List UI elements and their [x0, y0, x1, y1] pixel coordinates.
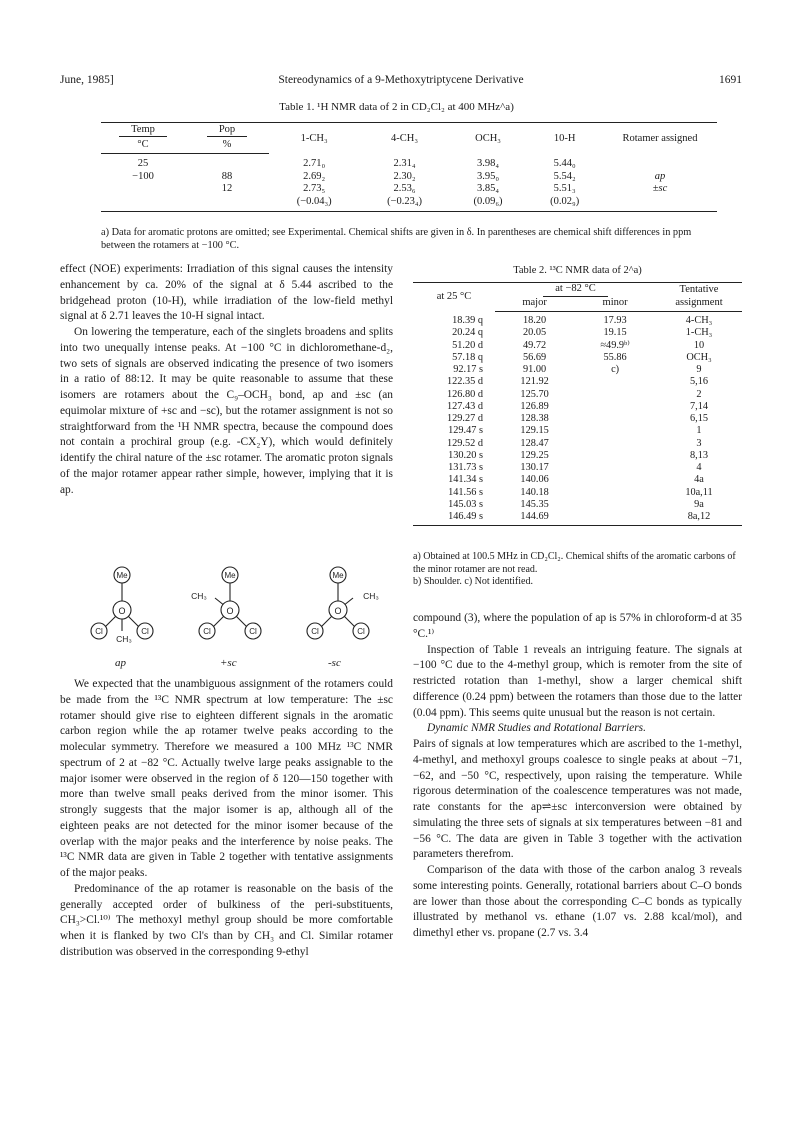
atom-me: Me	[224, 571, 236, 580]
t2-cell: 10	[693, 339, 705, 351]
t2-cell: 140.06	[520, 474, 549, 486]
t2-cell	[574, 511, 656, 526]
table2	[413, 282, 742, 526]
t2-cell: 10a,11	[685, 486, 713, 498]
t2-cell: 145.35	[520, 498, 549, 510]
paragraph: compound (3), where the population of ap is 57% in chloroform-d at 35 °C.¹⁾	[413, 612, 742, 640]
t2-cell	[574, 401, 656, 413]
t1-cell: ap	[654, 170, 666, 182]
t1-cell: 2.30₂	[393, 170, 416, 182]
table2-caption: Table 2. ¹³C NMR data of 2^a)	[513, 265, 642, 276]
t2-cell: 17.93	[603, 315, 627, 326]
t2-cell: 18.39 q	[452, 314, 483, 326]
newman-plus-sc	[191, 567, 261, 639]
t1-cell	[185, 196, 269, 212]
atom-ch3: CH₃	[116, 634, 132, 644]
t2-cell	[574, 438, 656, 450]
table-row	[101, 154, 717, 171]
t1-cell: 12	[221, 183, 233, 194]
t1-cell: 5.44₀	[553, 157, 576, 169]
t2-cell: 7,14	[689, 400, 709, 412]
table-row	[413, 438, 742, 450]
t2-cell: 4a	[694, 474, 704, 486]
t1-head-pop: Pop	[207, 124, 247, 137]
atom-cl: Cl	[95, 627, 103, 636]
t2-cell: 8a,12	[687, 511, 711, 522]
t2-note-a: a) Obtained at 100.5 MHz in CD₂Cl₂. Chemical shifts of the aromatic carbons of the minor rotamer are not read.	[413, 551, 736, 575]
table1-caption: Table 1. ¹H NMR data of 2 in CD₂Cl₂ at 400 MHz^a)	[279, 101, 514, 113]
table-row	[413, 474, 742, 486]
t2-cell: 129.52 d	[446, 437, 483, 449]
atom-me: Me	[332, 571, 344, 580]
paragraph: Predominance of the ap rotamer is reasonable on the basis of the generally accepted order of bulkiness of the peri-substituents, CH₃>Cl.¹⁰⁾ The methoxyl methyl group should be more comfortable when it is flanked by two Cl's than by CH₃ and Cl. Similar rotamer distribution was observed in the corresponding 9-ethyl	[60, 882, 393, 958]
t1-cell: 3.85₄	[477, 183, 500, 194]
t1-head-pop-unit: %	[185, 138, 269, 154]
rotamer-figure	[60, 565, 393, 675]
t1-cell	[603, 154, 717, 171]
table-row	[101, 183, 717, 196]
t2-cell: 20.05	[523, 327, 547, 339]
t2-cell: 5,16	[689, 376, 709, 388]
t1-cell: 2.73₅	[303, 183, 326, 194]
t1-cell: 25	[137, 158, 149, 169]
table-row	[413, 364, 742, 376]
label-plus-sc: +sc	[220, 657, 237, 669]
table-row	[413, 312, 742, 328]
t2-cell: 131.73 s	[448, 462, 483, 473]
t1-cell: 5.51₃	[553, 183, 576, 194]
t2-cell: 129.27 d	[446, 413, 483, 424]
t1-head-1ch3: 1-CH₃	[300, 132, 328, 144]
t2-cell: 4	[696, 462, 702, 473]
table-row	[413, 413, 742, 425]
atom-cl: Cl	[311, 627, 319, 636]
t2-cell: 56.69	[523, 351, 547, 363]
t2-cell: 9	[696, 364, 702, 375]
table-row	[101, 196, 717, 212]
t2-cell: 126.89	[520, 400, 549, 412]
running-title: Stereodynamics of a 9-Methoxytriptycene Derivative	[278, 74, 524, 86]
t2-cell: 1	[696, 425, 702, 437]
running-head	[60, 74, 742, 90]
t1-cell: 2.53₆	[393, 183, 416, 194]
paragraph: We expected that the unambiguous assignment of the rotamers could be made from the ¹³C NMR spectrum at low temperature: The ±sc rotamer should give rise to eighteen different signals in the aromatic carbon region while the ap rotamer twelve peaks according to the molecular symmetry. Therefore we measured a 100 MHz ¹³C NMR spectrum of 2 at −82 °C. Actually twelve large peaks assignable to the major isomer were observed in the region of δ 120—150 together with more than twelve small peaks derived from the minor isomer. This strongly suggests that the major isomer is ap, although all of the eighteen peaks are not detected for the minor isomer because of the overlap with the major peaks and the interference by noise peaks. The ¹³C NMR data are given in Table 2 together with tentative assignments of the major peaks.	[60, 678, 393, 879]
table-row	[413, 450, 742, 462]
t2-cell: 130.17	[520, 462, 549, 473]
paragraph: effect (NOE) experiments: Irradiation of this signal causes the intensity enhancement by ca. 20% of the signal at δ 5.44 ascribed to the bridgehead proton (10-H), while irradiation of the low-field methyl signal at δ 2.71 leaves the 10-H signal intact.	[60, 263, 393, 323]
t1-head-4ch3: 4-CH₃	[391, 132, 419, 144]
t1-cell: −100	[132, 170, 154, 182]
t2-cell: 121.92	[520, 376, 549, 388]
t1-cell: ±sc	[652, 183, 668, 194]
section-heading: Dynamic NMR Studies and Rotational Barriers.	[427, 722, 646, 735]
t1-cell: (−0.23₄)	[387, 195, 423, 207]
journal-date: June, 1985]	[60, 74, 114, 86]
t1-cell: (−0.04₃)	[296, 195, 332, 207]
t1-cell: 3.95₀	[477, 170, 500, 182]
t2-cell: 3	[696, 437, 702, 449]
t1-cell: 2.31₄	[393, 157, 416, 169]
table-row	[101, 171, 717, 184]
t2-cell: 4-CH₃	[685, 315, 713, 326]
t2-cell	[574, 376, 656, 388]
t1-head-rotamer: Rotamer assigned	[622, 132, 698, 144]
t2-cell	[574, 499, 656, 511]
t1-cell: 3.98₄	[477, 157, 500, 169]
table1-notes: a) Data for aromatic protons are omitted; see Experimental. Chemical shifts are given in δ. In parentheses are chemical shift differences in ppm between the rotamers at −100 °C.	[101, 227, 692, 251]
t2-cell: 129.47 s	[448, 425, 483, 437]
t2-cell: 122.35 d	[446, 376, 483, 388]
t2-cell: 130.20 s	[448, 449, 483, 461]
t2-head-major: major	[495, 297, 574, 312]
t2-cell: 128.47	[520, 437, 549, 449]
t2-head-tentative: Tentative	[679, 284, 719, 295]
paragraph: Comparison of the data with those of the carbon analog 3 reveals some interesting points. Generally, rotational barriers about C–O bonds are lower than those about the corresponding C–C bonds as typically illustrated by methanol vs. ethane (1.07 vs. 2.88 kcal/mol), and dimethyl ether vs. propane (2.7 vs. 3.4	[413, 864, 742, 939]
t1-head-10h: 10-H	[553, 132, 576, 144]
atom-me: Me	[116, 571, 128, 580]
table2-body	[413, 312, 742, 526]
t2-cell	[574, 389, 656, 401]
t2-head-82-text: at −82 °C	[543, 283, 607, 297]
table-row	[413, 327, 742, 339]
t2-cell: 91.00	[523, 364, 547, 375]
t2-cell: 8,13	[689, 449, 709, 461]
t2-cell: 129.25	[520, 449, 549, 461]
t1-cell	[603, 196, 717, 212]
t1-cell: (0.02₉)	[550, 195, 580, 207]
t1-head-och3: OCH₃	[475, 132, 501, 144]
t2-cell: 144.69	[520, 511, 549, 522]
t2-cell: 9a	[694, 498, 704, 510]
t2-head-assignment: assignment	[656, 297, 742, 312]
t2-cell	[574, 450, 656, 462]
t2-cell: 141.34 s	[448, 474, 483, 486]
t2-cell: 2	[696, 388, 702, 400]
t2-cell: 49.72	[523, 339, 547, 351]
t2-cell	[574, 413, 656, 425]
newman-minus-sc	[307, 567, 379, 639]
t2-cell: 1-CH₃	[685, 327, 713, 339]
t1-cell: 88	[221, 170, 233, 182]
t2-cell: OCH₃	[686, 351, 712, 363]
atom-ch3: CH₃	[363, 591, 379, 601]
right-column-bottom	[413, 611, 742, 942]
atom-cl: Cl	[203, 627, 211, 636]
t1-cell: (0.09₆)	[473, 195, 503, 207]
t2-cell	[574, 487, 656, 499]
t2-cell: 145.03 s	[448, 498, 483, 510]
newman-projections	[60, 565, 393, 657]
t1-head-temp-unit: °C	[101, 138, 185, 154]
t2-cell: ≈49.9ᵇ⁾	[600, 339, 630, 351]
table-row	[413, 487, 742, 499]
t2-cell: 6,15	[689, 413, 709, 424]
t2-head-25: at 25 °C	[436, 291, 472, 303]
t2-head-minor: minor	[574, 297, 656, 312]
atom-cl: Cl	[249, 627, 257, 636]
paragraph: Pairs of signals at low temperatures which are ascribed to the 1-methyl, 4-methyl, and methoxyl groups coalesce to single peaks at about −71, −62, and −50 °C, respectively, upon raising the temperature. While rigorous determination of the coalescence temperatures was not made, rate constants for the ap⇌±sc interconversion were obtained by simulating the three sets of signals at six temperatures between −81 and −56 °C. The data are given in Table 3 together with the activation parameters therefrom.	[413, 738, 742, 861]
t2-cell	[574, 474, 656, 486]
table2-notes	[413, 551, 742, 589]
table-row	[413, 389, 742, 401]
atom-cl: Cl	[141, 627, 149, 636]
t2-cell: 55.86	[603, 351, 627, 363]
table-row	[413, 401, 742, 413]
t2-cell: 125.70	[520, 388, 549, 400]
table1	[101, 122, 717, 212]
t2-note-bc: b) Shoulder. c) Not identified.	[413, 576, 533, 587]
t2-cell: 127.43 d	[446, 400, 483, 412]
t2-cell: 146.49 s	[448, 511, 483, 522]
paragraph: On lowering the temperature, each of the singlets broadens and splits into two unequally intense peaks. At −100 °C in dichloromethane-d₂, two sets of signals are observed indicating the presence of two isomers in a ratio of 88:12. It may be quite reasonable to assume that these isomers are rotamers about the C₉–OCH₃ bond, ap and ±sc (an equimolar mixture of +sc and −sc), but the rotamer assignment is not so straightforward from the ¹H NMR spectra, because the compound does not contain a prochiral group (e.g. -CX₂Y), which would definitely identify the chiral nature of the ±sc rotamer. The aromatic proton signals of the major rotamer appear rather simple, however, implying that it is ap.	[60, 326, 393, 496]
left-column-top	[60, 262, 393, 498]
t2-cell: 19.15	[603, 327, 627, 339]
t2-head-82	[495, 283, 656, 298]
t2-cell: 129.15	[520, 425, 549, 437]
table-row	[413, 511, 742, 526]
t2-cell: 92.17 s	[453, 364, 483, 375]
t1-cell: 5.54₂	[553, 170, 576, 182]
t1-cell: 2.71₀	[303, 157, 326, 169]
t2-cell: 141.56 s	[448, 486, 483, 498]
label-ap: ap	[115, 657, 126, 669]
page-number: 1691	[719, 74, 742, 86]
atom-ch3: CH₃	[191, 591, 207, 601]
t1-cell	[185, 154, 269, 171]
newman-ap	[91, 567, 153, 644]
table-row	[413, 462, 742, 474]
t2-cell: 57.18 q	[452, 351, 483, 363]
t1-cell	[101, 196, 185, 212]
paragraph: Inspection of Table 1 reveals an intriguing feature. The signals at −100 °C due to the 4-methyl group, which is remoter from the site of restricted rotation than 1-methyl, show a larger chemical shift difference (0.24 ppm) between the rotamers than those due to the latter (0.04 ppm). This seems quite unusual but the reason is not certain.	[413, 643, 742, 719]
t2-cell: 126.80 d	[446, 388, 483, 400]
table-row	[413, 340, 742, 352]
t1-cell: 2.69₂	[303, 170, 326, 182]
t2-cell	[574, 462, 656, 474]
t2-cell: 18.20	[523, 315, 547, 326]
t2-cell: 140.18	[520, 486, 549, 498]
left-column-bottom	[60, 677, 393, 961]
atom-o: O	[118, 606, 126, 616]
table-row	[413, 376, 742, 388]
t2-cell: 51.20 d	[452, 339, 483, 351]
atom-cl: Cl	[357, 627, 365, 636]
atom-o: O	[226, 606, 234, 616]
table-row	[413, 499, 742, 511]
atom-o: O	[334, 606, 342, 616]
t1-head-temp: Temp	[119, 124, 167, 137]
t1-cell	[101, 183, 185, 196]
t2-cell: c)	[611, 364, 620, 375]
table-row	[413, 352, 742, 364]
t2-cell	[574, 425, 656, 437]
t2-cell: 128.38	[520, 413, 549, 424]
t2-cell: 20.24 q	[452, 327, 483, 339]
label-minus-sc: -sc	[328, 657, 341, 669]
table-row	[413, 425, 742, 437]
